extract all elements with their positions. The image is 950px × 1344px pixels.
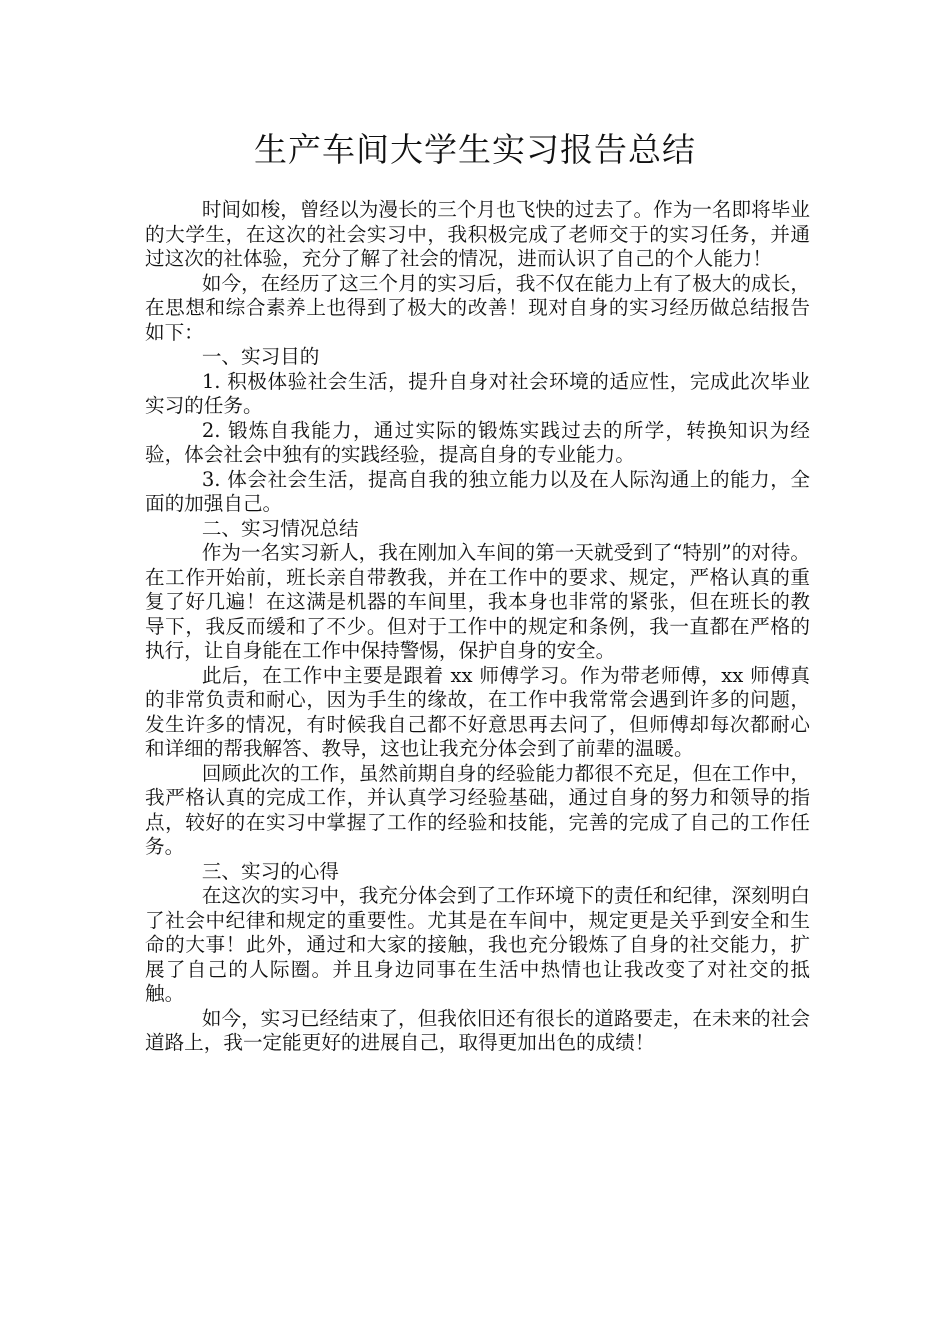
summary-paragraph-3: 回顾此次的工作，虽然前期自身的经验能力都很不充足，但在工作中，我严格认真的完成工作，并认真学习经验基础，通过自身的努力和领导的指点，较好的在实习中掌握了工作的经验和技能，完善的完成了自己的工作任务。 <box>145 761 810 858</box>
purpose-item-3: 3. 体会社会生活，提高自我的独立能力以及在人际沟通上的能力，全面的加强自己。 <box>145 467 810 515</box>
summary-paragraph-1: 作为一名实习新人，我在刚加入车间的第一天就受到了“特别”的对待。在工作开始前，班长亲自带教我，并在工作中的要求、规定，严格认真的重复了好几遍！在这满是机器的车间里，我本身也非常的紧张，但在班长的教导下，我反而缓和了不少。但对于工作中的规定和条例，我一直都在严格的执行，让自身能在工作中保持警惕，保护自身的安全。 <box>145 541 810 662</box>
reflection-paragraph-2: 如今，实习已经结束了，但我依旧还有很长的道路要走，在未来的社会道路上，我一定能更好的进展自己，取得更加出色的成绩！ <box>145 1006 810 1054</box>
paragraph-intro: 时间如梭，曾经以为漫长的三个月也飞快的过去了。作为一名即将毕业的大学生，在这次的社会实习中，我积极完成了老师交于的实习任务，并通过这次的社体验，充分了解了社会的情况，进而认识了自己的个人能力！ <box>145 198 810 270</box>
section-heading-purpose: 一、实习目的 <box>201 345 320 368</box>
paragraph-overview: 如今，在经历了这三个月的实习后，我不仅在能力上有了极大的成长，在思想和综合素养上也得到了极大的改善！现对自身的实习经历做总结报告如下： <box>145 271 810 344</box>
summary-paragraph-2: 此后，在工作中主要是跟着 xx 师傅学习。作为带老师傅，xx 师傅真的非常负责和耐心，因为手生的缘故，在工作中我常常会遇到许多的问题，发生许多的情况，有时候我自己都不好意思再去问了，但师傅却每次都耐心和详细的帮我解答、教导，这也让我充分体会到了前辈的温暖。 <box>145 663 810 760</box>
purpose-item-2: 2. 锻炼自我能力，通过实际的锻炼实践过去的所学，转换知识为经验，体会社会中独有的实践经验，提高自身的专业能力。 <box>145 418 810 466</box>
reflection-paragraph-1: 在这次的实习中，我充分体会到了工作环境下的责任和纪律，深刻明白了社会中纪律和规定的重要性。尤其是在车间中，规定更是关乎到安全和生命的大事！此外，通过和大家的接触，我也充分锻炼了自身的社交能力，扩展了自己的人际圈。并且身边同事在生活中热情也让我改变了对社交的抵触。 <box>145 884 810 1005</box>
purpose-item-1: 1. 积极体验社会生活，提升自身对社会环境的适应性，完成此次毕业实习的任务。 <box>145 369 810 417</box>
section-heading-summary: 二、实习情况总结 <box>201 516 359 540</box>
document-body <box>145 198 810 1056</box>
document-title: 生产车间大学生实习报告总结 <box>254 130 696 169</box>
section-heading-reflection: 三、实习的心得 <box>201 859 339 883</box>
